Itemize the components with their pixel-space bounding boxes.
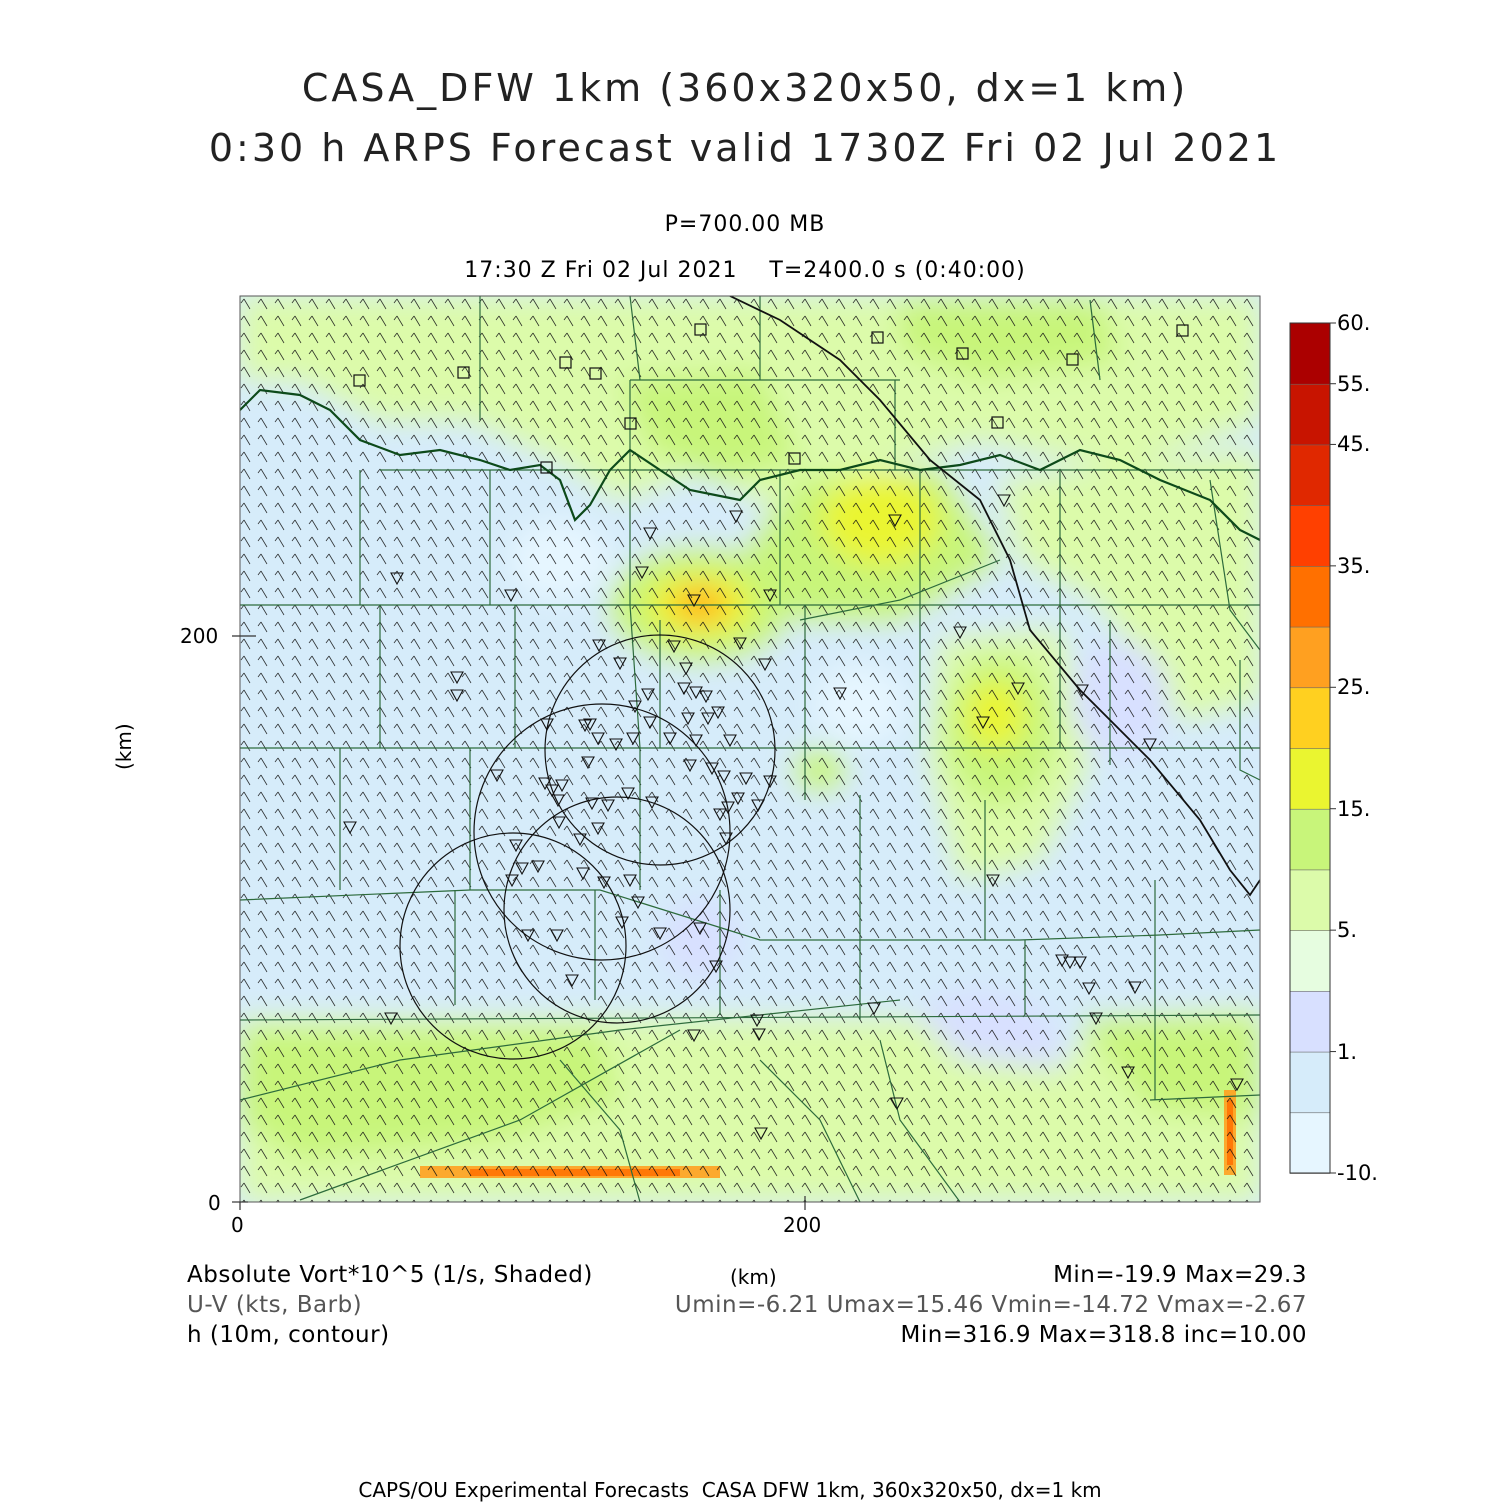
vorticity-shading <box>240 296 1260 1202</box>
colorbar-swatch <box>1290 1112 1330 1173</box>
colorbar-label: 35. <box>1337 553 1371 578</box>
colorbar-swatch <box>1290 1052 1330 1113</box>
legend-field3: h (10m, contour) <box>187 1322 390 1348</box>
legend-field2-stats: Umin=-6.21 Umax=15.46 Vmin=-14.72 Vmax=-2.67 <box>674 1292 1307 1318</box>
colorbar-label: 45. <box>1337 432 1371 457</box>
colorbar-swatch <box>1290 384 1330 445</box>
colorbar-swatch <box>1290 869 1330 930</box>
colorbar <box>1290 323 1336 1174</box>
colorbar-label: 15. <box>1337 796 1371 821</box>
colorbar-swatch <box>1290 566 1330 627</box>
colorbar-label: -10. <box>1337 1161 1378 1185</box>
x-axis-label: (km) <box>730 1265 777 1289</box>
colorbar-swatch <box>1290 748 1330 809</box>
legend-field2: U-V (kts, Barb) <box>187 1292 363 1318</box>
legend-field3-stats: Min=316.9 Max=318.8 inc=10.00 <box>900 1322 1307 1348</box>
colorbar-swatch <box>1290 505 1330 566</box>
colorbar-swatch <box>1290 930 1330 991</box>
figure-title-line2: 0:30 h ARPS Forecast valid 1730Z Fri 02 Jul 2021 <box>208 126 1282 170</box>
colorbar-swatch <box>1290 627 1330 688</box>
x-tick-label-200: 200 <box>783 1213 822 1237</box>
colorbar-label: 55. <box>1337 371 1371 396</box>
colorbar-swatch <box>1290 323 1330 384</box>
y-axis-label: (km) <box>112 723 136 770</box>
valid-time-line: 17:30 Z Fri 02 Jul 2021 T=2400.0 s (0:40:00) <box>464 258 1026 283</box>
colorbar-swatch <box>1290 687 1330 748</box>
legend-field1: Absolute Vort*10^5 (1/s, Shaded) <box>187 1262 593 1288</box>
pressure-level: P=700.00 MB <box>664 212 826 237</box>
colorbar-label: 5. <box>1337 918 1358 943</box>
figure-title-line1: CASA_DFW 1km (360x320x50, dx=1 km) <box>301 66 1189 110</box>
colorbar-swatch <box>1290 991 1330 1052</box>
colorbar-label: 60. <box>1337 311 1371 335</box>
colorbar-label: 1. <box>1337 1039 1358 1064</box>
y-tick-label-0: 0 <box>208 1191 221 1215</box>
y-tick-label-200: 200 <box>180 624 219 648</box>
footer-credit: CAPS/OU Experimental Forecasts CASA DFW 1km, 360x320x50, dx=1 km <box>358 1478 1102 1502</box>
colorbar-swatch <box>1290 444 1330 505</box>
x-tick-label-0: 0 <box>231 1213 244 1237</box>
colorbar-label: 25. <box>1337 675 1371 700</box>
legend-field1-stats: Min=-19.9 Max=29.3 <box>1053 1262 1307 1288</box>
colorbar-swatch <box>1290 809 1330 870</box>
